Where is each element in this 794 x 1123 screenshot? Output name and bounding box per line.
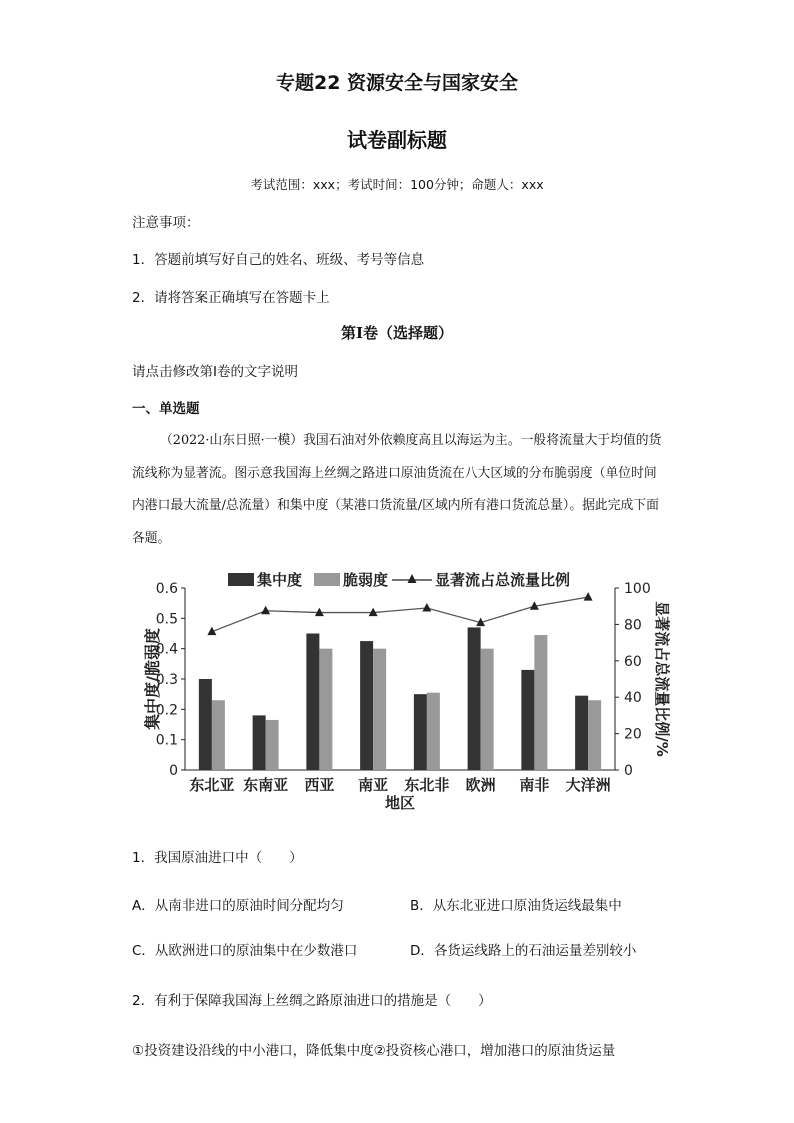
question-statements: ①投资建设沿线的中小港口，降低集中度②投资核心港口，增加港口的原油货运量 (132, 1043, 616, 1059)
y-axis-label-left: 集中度/脆弱度 (143, 628, 162, 730)
bar-vulnerability (373, 649, 386, 770)
chart (140, 570, 680, 820)
volume-description: 请点击修改第I卷的文字说明 (132, 364, 298, 380)
option-a[interactable]: A．从南非进口的原油时间分配均匀 (132, 898, 344, 914)
section-title: 一、单选题 (132, 401, 200, 417)
y-tick-label-right: 0 (624, 763, 633, 779)
document-subtitle: 试卷副标题 (347, 128, 447, 152)
x-tick-label: 西亚 (304, 776, 335, 794)
x-tick-label: 东南亚 (243, 776, 289, 794)
intro-paragraph (132, 425, 662, 555)
y-tick-label-right: 20 (624, 726, 642, 743)
y-tick-label-left: 0.6 (155, 581, 178, 597)
y-tick-label-left: 0.1 (155, 732, 178, 749)
document-title: 专题22 资源安全与国家安全 (275, 72, 519, 94)
bar-concentration (575, 696, 588, 770)
bar-concentration (414, 694, 427, 770)
question-stem: 1．我国原油进口中（ ） (132, 850, 303, 866)
y-tick-label-right: 100 (624, 581, 651, 597)
bar-vulnerability (212, 700, 225, 770)
bar-vulnerability (266, 720, 279, 770)
bar-vulnerability (319, 649, 332, 770)
y-tick-label-left: 0.5 (155, 611, 178, 628)
bar-concentration (468, 627, 481, 770)
bar-vulnerability (481, 649, 494, 770)
legend-swatch-concentration (228, 573, 254, 586)
line-point-marker (261, 606, 270, 615)
bar-vulnerability (588, 700, 601, 770)
bar-concentration (306, 634, 319, 771)
bar-concentration (199, 679, 212, 770)
x-tick-label: 南亚 (358, 776, 389, 794)
notice-heading: 注意事项： (132, 215, 200, 231)
question-stem: 2．有利于保障我国海上丝绸之路原油进口的措施是（ ） (132, 993, 492, 1009)
y-tick-label-left: 0.3 (155, 672, 178, 688)
option-d[interactable]: D．各货运线路上的石油运量差别较小 (410, 943, 637, 959)
x-tick-label: 欧洲 (465, 776, 496, 794)
legend-label-concentration: 集中度 (257, 571, 303, 589)
x-axis-label: 地区 (384, 794, 416, 812)
bar-vulnerability (427, 693, 440, 770)
intro-text: （2022·山东日照·一模）我国石油对外依赖度高且以海运为主。一般将流量大于均值的货流线称为显著流。图示意我国海上丝绸之路进口原油货流在八大区域的分布脆弱度（单位时间内港口最大流量/总流量）和集中度（某港口货流量/区域内所有港口货流总量）。据此完成下面各题。 (132, 433, 662, 546)
y-tick-label-left: 0.2 (155, 702, 178, 719)
x-tick-label: 东北亚 (189, 776, 235, 794)
x-tick-label: 大洋洲 (565, 776, 611, 794)
notice-item: 2．请将答案正确填写在答题卡上 (132, 290, 330, 306)
option-c[interactable]: C．从欧洲进口的原油集中在少数港口 (132, 943, 358, 959)
x-tick-label: 南非 (519, 776, 550, 794)
legend-marker-significant-flow (408, 574, 417, 583)
x-tick-label: 东北非 (404, 776, 450, 794)
line-point-marker (584, 592, 593, 601)
y-tick-label-right: 80 (624, 617, 642, 634)
y-tick-label-right: 60 (624, 653, 642, 670)
exam-info: 考试范围：xxx；考试时间：100分钟；命题人：xxx (250, 177, 544, 192)
y-tick-label-left: 0.4 (155, 641, 178, 658)
volume-title: 第I卷（选择题） (340, 324, 454, 342)
y-tick-label-right: 40 (624, 690, 642, 707)
y-axis-label-right: 显著流占总流量比例/% (653, 601, 671, 757)
bar-concentration (360, 641, 373, 770)
legend-label-vulnerability: 脆弱度 (343, 571, 389, 589)
legend-label-significant-flow: 显著流占总流量比例 (435, 571, 571, 589)
bar-vulnerability (534, 635, 547, 770)
option-b[interactable]: B．从东北亚进口原油货运线最集中 (410, 898, 622, 914)
bar-concentration (253, 715, 266, 770)
line-point-marker (422, 603, 431, 612)
bar-concentration (521, 670, 534, 770)
series-line-significant-flow (212, 597, 588, 632)
y-tick-label-left: 0 (169, 763, 178, 779)
legend-swatch-vulnerability (314, 573, 340, 586)
notice-item: 1．答题前填写好自己的姓名、班级、考号等信息 (132, 252, 425, 268)
